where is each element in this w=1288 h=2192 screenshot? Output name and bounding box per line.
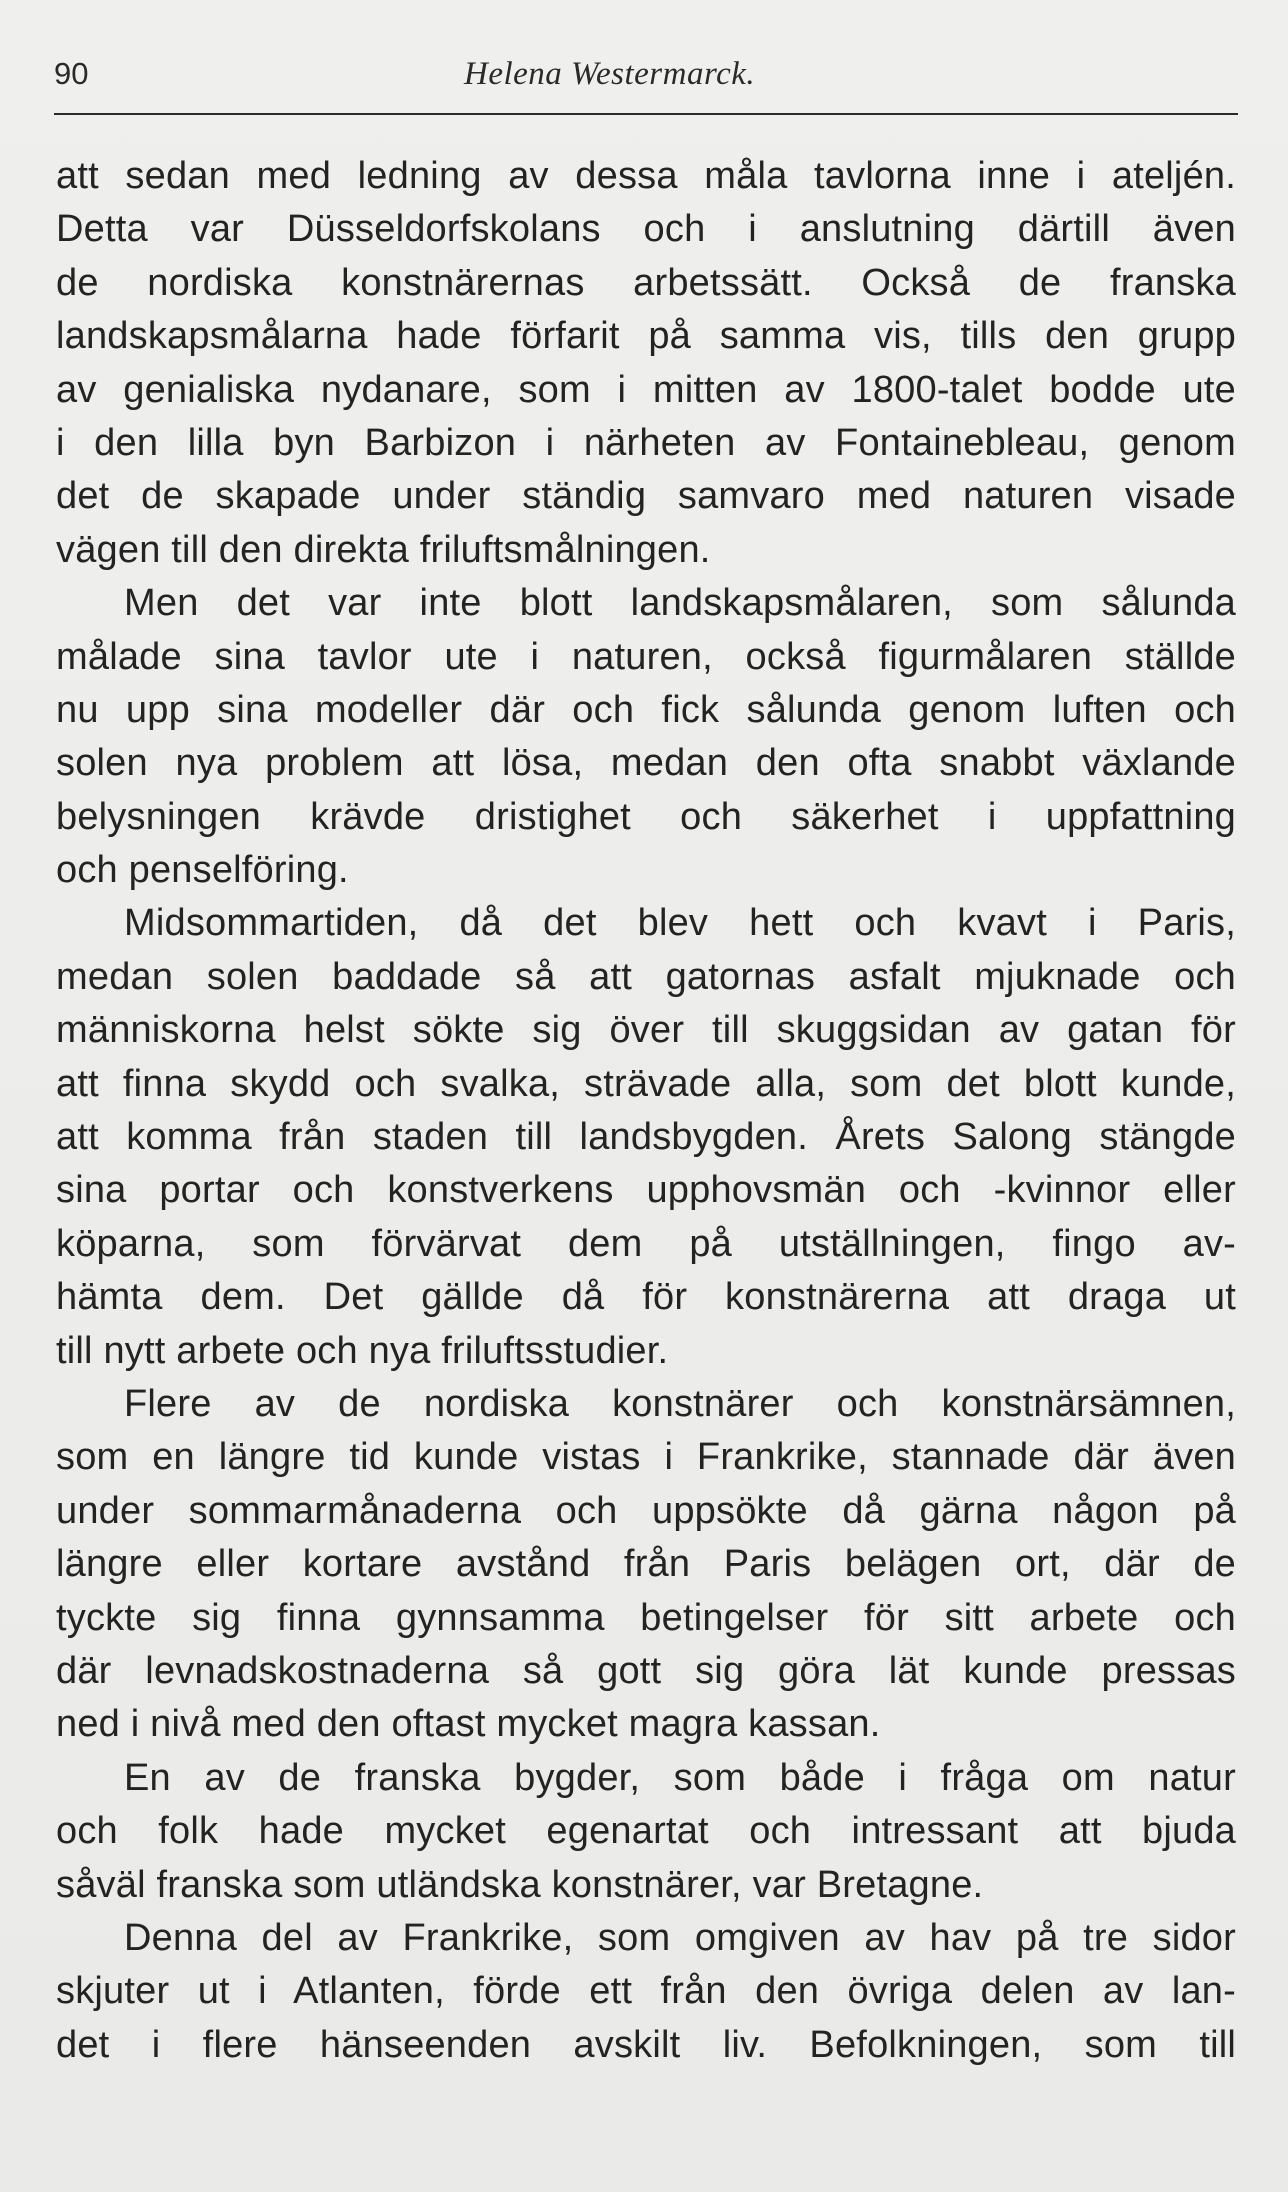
body-text [56, 150, 1236, 2072]
text-line: Detta var Düsseldorfskolans och i anslutning därtill även [56, 208, 1236, 251]
text-line: som en längre tid kunde vistas i Frankrike, stannade där även [56, 1436, 1236, 1479]
text-line: vägen till den direkta friluftsmålningen. [56, 528, 711, 571]
text-line: det i flere hänseenden avskilt liv. Befolkningen, som till [56, 2023, 1236, 2066]
text-line: målade sina tavlor ute i naturen, också figurmålaren ställde [56, 635, 1236, 678]
text-line: nu upp sina modeller där och fick sålunda genom luften och [56, 688, 1236, 731]
text-line: där levnadskostnaderna så gott sig göra lät kunde pressas [56, 1649, 1236, 1692]
text-line: medan solen baddade så att gatornas asfalt mjuknade och [56, 955, 1236, 998]
text-line: människorna helst sökte sig över till skuggsidan av gatan för [56, 1009, 1236, 1052]
text-line: i den lilla byn Barbizon i närheten av Fontainebleau, genom [56, 421, 1236, 464]
text-line: under sommarmånaderna och uppsökte då gärna någon på [56, 1489, 1236, 1532]
text-line: såväl franska som utländska konstnärer, var Bretagne. [56, 1863, 984, 1906]
text-line: Midsommartiden, då det blev hett och kvavt i Paris, [124, 902, 1236, 945]
text-line: köparna, som förvärvat dem på utställningen, fingo av- [56, 1222, 1236, 1265]
page-number: 90 [54, 56, 89, 91]
text-line: att sedan med ledning av dessa måla tavlorna inne i ateljén. [56, 155, 1236, 197]
text-line: och penselföring. [56, 849, 349, 892]
text-line: En av de franska bygder, som både i fråga om natur [124, 1756, 1236, 1799]
text-line: Denna del av Frankrike, som omgiven av hav på tre sidor [124, 1916, 1236, 1959]
text-line: hämta dem. Det gällde då för konstnärerna att draga ut [56, 1276, 1236, 1319]
text-line: belysningen krävde dristighet och säkerhet i uppfattning [56, 795, 1236, 838]
header-rule [54, 113, 1238, 115]
text-line: att komma från staden till landsbygden. Årets Salong stängde [56, 1116, 1236, 1159]
text-line: landskapsmålarna hade förfarit på samma vis, tills den grupp [56, 315, 1236, 358]
text-line: Men det var inte blott landskapsmålaren, som sålunda [124, 582, 1236, 625]
text-line: att finna skydd och svalka, strävade alla, som det blott kunde, [56, 1062, 1236, 1105]
text-line: Flere av de nordiska konstnärer och konstnärsämnen, [124, 1382, 1236, 1425]
page-header [54, 56, 1238, 108]
running-title: Helena Westermarck. [464, 56, 756, 92]
text-line: längre eller kortare avstånd från Paris belägen ort, där de [56, 1543, 1236, 1586]
text-line: tyckte sig finna gynnsamma betingelser för sitt arbete och [56, 1596, 1236, 1639]
text-line: till nytt arbete och nya friluftsstudier. [56, 1329, 669, 1372]
text-line: ned i nivå med den oftast mycket magra kassan. [56, 1703, 881, 1746]
text-line: solen nya problem att lösa, medan den ofta snabbt växlande [56, 742, 1236, 785]
text-line: av genialiska nydanare, som i mitten av 1800-talet bodde ute [56, 368, 1236, 411]
text-line: och folk hade mycket egenartat och intressant att bjuda [56, 1810, 1236, 1853]
text-line: sina portar och konstverkens upphovsmän och -kvinnor eller [56, 1169, 1236, 1212]
text-line: det de skapade under ständig samvaro med naturen visade [56, 475, 1236, 518]
text-line: de nordiska konstnärernas arbetssätt. Också de franska [56, 261, 1236, 304]
text-line: skjuter ut i Atlanten, förde ett från den övriga delen av lan- [56, 1970, 1236, 2013]
